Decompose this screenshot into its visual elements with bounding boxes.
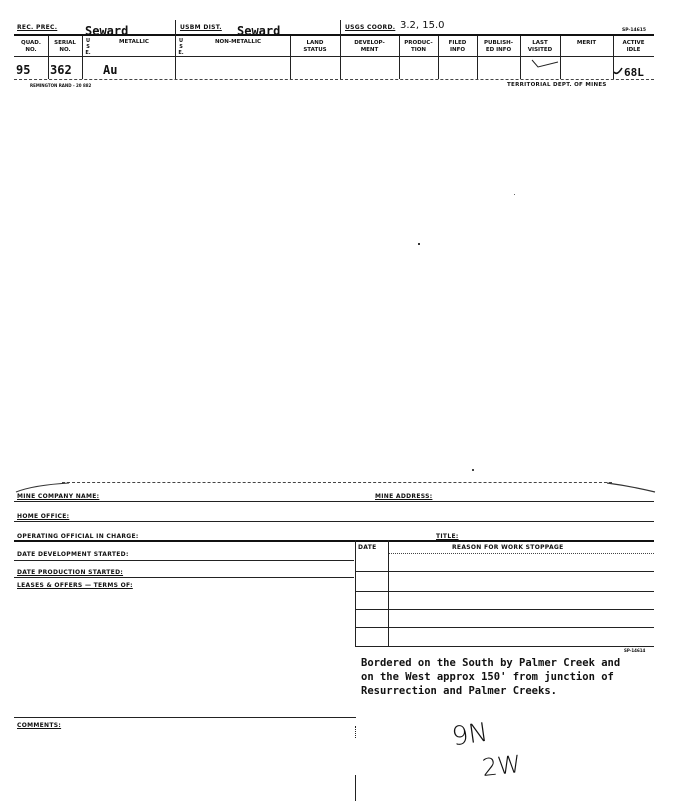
- form-number-top: SP-14615: [622, 28, 646, 33]
- operating-official-label: OPERATING OFFICIAL IN CHARGE:: [17, 533, 139, 540]
- metallic-header: METALLIC: [119, 39, 149, 45]
- handwritten-township: 9N: [450, 717, 490, 753]
- filed-info-header: FILED INFO: [448, 40, 467, 53]
- top-card-rule-3: [14, 79, 654, 80]
- top-card-rule-2: [14, 56, 654, 57]
- production-header: PRODUC- TION: [404, 40, 433, 53]
- usgs-coord-value: 3.2, 15.0: [400, 20, 445, 31]
- published-info-header: PUBLISH- ED INFO: [483, 40, 514, 53]
- serial-value: 362: [50, 63, 72, 77]
- official-rule: [14, 540, 654, 542]
- home-office-label: HOME OFFICE:: [17, 513, 70, 520]
- active-idle-header: ACTIVE IDLE: [622, 40, 645, 53]
- comments-divider: [355, 726, 356, 738]
- metallic-value: Au: [103, 63, 118, 77]
- mine-row-rule: [14, 501, 654, 502]
- card-top-dashed-edge: [62, 482, 612, 483]
- check-mark-icon: [612, 62, 624, 78]
- stoppage-row-rule: [355, 646, 654, 647]
- development-header: DEVELOP- MENT: [354, 40, 385, 53]
- stoppage-table-left-border: [355, 540, 356, 646]
- typed-note-line: Resurrection and Palmer Creeks.: [361, 685, 557, 697]
- home-office-rule: [14, 521, 654, 522]
- rec-prec-label: REC. PREC.: [17, 24, 58, 31]
- scan-speck: [418, 243, 420, 245]
- land-status-header: LAND STATUS: [303, 40, 327, 53]
- mine-address-label: MINE ADDRESS:: [375, 493, 433, 500]
- stoppage-row-rule: [355, 627, 654, 628]
- development-rule: [14, 560, 354, 561]
- usgs-coord-label: USGS COORD.: [345, 24, 396, 31]
- torn-edge-left: [14, 480, 74, 494]
- top-card-rule-1: [14, 34, 654, 36]
- handwritten-range: 2W: [480, 750, 523, 782]
- form-number-bottom: SP-14614: [624, 648, 646, 653]
- usbm-dist-label: USBM DIST.: [180, 24, 222, 31]
- date-column-header: DATE: [358, 544, 377, 551]
- typed-note-line: on the West approx 150' from junction of: [361, 671, 614, 683]
- quad-no-header: QUAD. NO.: [21, 40, 41, 53]
- non-metallic-header: NON-METALLIC: [214, 39, 262, 45]
- last-visited-header: LAST VISITED: [527, 40, 553, 53]
- scan-speck: [514, 194, 515, 195]
- stoppage-date-divider: [388, 540, 389, 646]
- rec-prec-value: Seward: [85, 24, 129, 38]
- stoppage-header-rule: [389, 553, 654, 554]
- production-rule: [14, 577, 354, 578]
- usbm-dist-value: Seward: [237, 24, 281, 38]
- reason-column-header: REASON FOR WORK STOPPAGE: [452, 544, 564, 551]
- serial-no-header: SERIAL NO.: [54, 40, 76, 53]
- stoppage-row-rule: [355, 571, 654, 572]
- comments-rule: [14, 717, 356, 718]
- stoppage-row-rule: [355, 609, 654, 610]
- col-divider: [82, 36, 83, 79]
- printer-footer: REMINGTON RAND - 20 882: [30, 83, 92, 88]
- stoppage-row-rule: [355, 591, 654, 592]
- use-header: U S E.: [85, 38, 91, 56]
- scan-speck: [472, 469, 474, 471]
- title-label: TITLE:: [436, 533, 459, 540]
- mine-company-name-label: MINE COMPANY NAME:: [17, 493, 100, 500]
- typed-note-line: Bordered on the South by Palmer Creek and: [361, 657, 621, 669]
- comments-divider: [355, 775, 356, 801]
- comments-label: COMMENTS:: [17, 722, 62, 729]
- date-development-label: DATE DEVELOPMENT STARTED:: [17, 551, 129, 558]
- date-production-label: DATE PRODUCTION STARTED:: [17, 569, 124, 576]
- col-divider: [175, 20, 176, 79]
- active-idle-code: 68L: [624, 66, 644, 79]
- torn-edge-right: [605, 480, 657, 496]
- merit-header: MERIT: [576, 40, 597, 46]
- use-header: U S E.: [178, 38, 184, 56]
- leases-offers-label: LEASES & OFFERS — TERMS OF:: [17, 582, 133, 589]
- last-visited-tick-icon: [530, 58, 560, 70]
- territorial-dept-footer: TERRITORIAL DEPT. OF MINES: [507, 82, 607, 88]
- quad-value: 95: [16, 63, 31, 77]
